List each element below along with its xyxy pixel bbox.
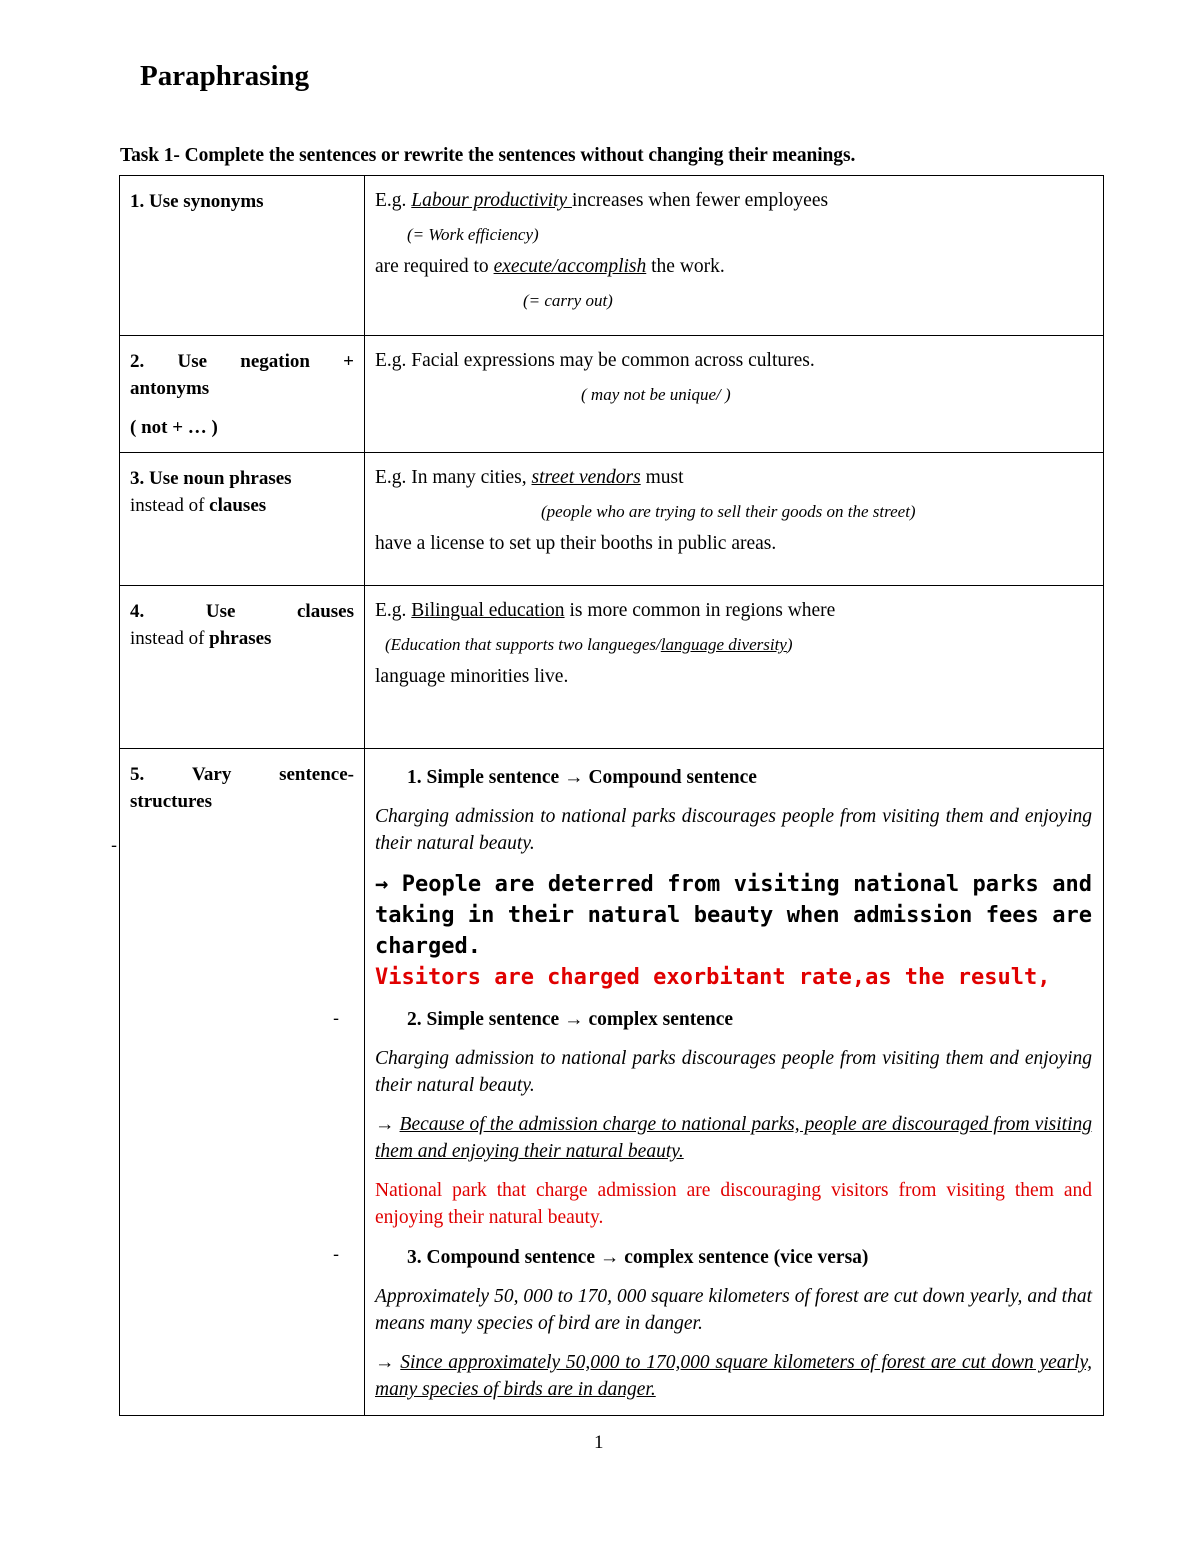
row5-label-line1: 5. Vary sentence- xyxy=(130,764,354,785)
row3-note: (people who are trying to sell their goods on the street) xyxy=(541,502,916,521)
row5-answer2-text: Because of the admission charge to national parks, people are discouraged from visiting them and enjoying their natural beauty. xyxy=(375,1114,1093,1162)
paraphrasing-table xyxy=(119,175,1104,1416)
row5-heading3: 3. Compound sentence → complex sentence (vice versa) xyxy=(407,1247,869,1268)
row4-content xyxy=(365,586,1104,749)
margin-dash: - xyxy=(111,835,118,856)
page-title: Paraphrasing xyxy=(140,60,310,92)
row1-label xyxy=(120,176,365,336)
row5-red-answer2: National park that charge admission are discouraging visitors from visiting them and enjoying their natural beauty. xyxy=(375,1180,1092,1228)
row2-line: E.g. Facial expressions may be common across cultures. xyxy=(375,350,815,371)
row3-label-plain: instead of xyxy=(130,495,210,516)
row3-l1-pre: E.g. In many cities, xyxy=(375,467,532,488)
row4-note xyxy=(385,632,1092,658)
row2-content xyxy=(365,336,1104,453)
row4-note-term: language diversity xyxy=(660,635,787,654)
row4-line1 xyxy=(375,598,1092,624)
row5-content xyxy=(365,749,1104,1416)
row4-note-post: ) xyxy=(786,635,793,654)
row3-content xyxy=(365,453,1104,586)
row1-l1-pre: E.g. xyxy=(375,190,412,211)
table-row xyxy=(120,336,1104,453)
row3-line1 xyxy=(375,465,1092,491)
row4-label-bold: phrases xyxy=(209,628,272,649)
page-number: 1 xyxy=(594,1432,604,1453)
row5-label xyxy=(120,749,365,1416)
row2-label-line3: ( not + … ) xyxy=(130,417,218,438)
row3-line2: have a license to set up their booths in public areas. xyxy=(375,533,777,554)
row4-label-plain: instead of xyxy=(130,628,210,649)
row1-content xyxy=(365,176,1104,336)
row1-note2: (= carry out) xyxy=(523,291,613,310)
row1-note1: (= Work efficiency) xyxy=(407,225,539,244)
row3-label-line2 xyxy=(130,492,354,519)
row1-l2-post: the work. xyxy=(646,256,725,277)
row4-l1-post: is more common in regions where xyxy=(564,600,836,621)
row3-label xyxy=(120,453,365,586)
row5-red-answer1: Visitors are charged exorbitant rate,as the result, xyxy=(375,965,1051,990)
row3-l1-term: street vendors xyxy=(531,467,641,488)
row1-l1-post: increases when fewer employees xyxy=(571,190,829,211)
row1-l2-term: execute/accomplish xyxy=(493,256,647,277)
row5-label-line2: structures xyxy=(130,791,212,812)
row2-label-line2: antonyms xyxy=(130,378,210,399)
row5-sentence1: Charging admission to national parks discourages people from visiting them and enjoying their natural beauty. xyxy=(375,806,1092,854)
table-row xyxy=(120,586,1104,749)
row4-note-pre: (Education that supports two langueges/ xyxy=(385,635,661,654)
row4-label xyxy=(120,586,365,749)
row1-l1-term: Labour productivity xyxy=(411,190,572,211)
arrow-icon: → xyxy=(375,1114,400,1135)
row1-line1 xyxy=(375,188,1092,214)
row2-label-line1: 2. Use negation + xyxy=(130,351,354,372)
arrow-icon: → xyxy=(375,1352,401,1373)
row5-heading1: 1. Simple sentence → Compound sentence xyxy=(407,767,757,788)
row3-label-bold: clauses xyxy=(209,495,267,516)
row1-label-text: 1. Use synonyms xyxy=(130,191,264,212)
table-row xyxy=(120,176,1104,336)
row5-answer3-text: Since approximately 50,000 to 170,000 square kilometers of forest are cut down yearly, many species of birds are in danger. xyxy=(375,1352,1092,1400)
row2-note: ( may not be unique/ ) xyxy=(581,385,731,404)
margin-dash: - xyxy=(333,1244,340,1265)
row3-label-line1: 3. Use noun phrases xyxy=(130,468,292,489)
row5-answer3 xyxy=(375,1349,1092,1403)
row4-label-line2 xyxy=(130,625,354,652)
row5-answer1: → People are deterred from visiting national parks and taking in their natural beauty when admission fees are charged. xyxy=(375,872,1092,959)
task-instruction: Task 1- Complete the sentences or rewrite the sentences without changing their meanings. xyxy=(120,145,856,166)
row4-label-line1: 4. Use clauses xyxy=(130,601,354,622)
row5-heading2: 2. Simple sentence → complex sentence xyxy=(407,1009,734,1030)
table-row xyxy=(120,749,1104,1416)
row5-answer2 xyxy=(375,1111,1092,1165)
row5-sentence2: Charging admission to national parks discourages people from visiting them and enjoying their natural beauty. xyxy=(375,1048,1092,1096)
margin-dash: - xyxy=(333,1008,340,1029)
row4-line2: language minorities live. xyxy=(375,666,569,687)
row5-sentence3: Approximately 50, 000 to 170, 000 square kilometers of forest are cut down yearly, and that means many species of bird are in danger. xyxy=(375,1286,1092,1334)
row3-l1-post: must xyxy=(640,467,684,488)
table-row xyxy=(120,453,1104,586)
row1-line2 xyxy=(375,254,1092,280)
row4-l1-pre: E.g. xyxy=(375,600,412,621)
row4-l1-term: Bilingual education xyxy=(411,600,565,621)
row2-label xyxy=(120,336,365,453)
row1-l2-pre: are required to xyxy=(375,256,494,277)
